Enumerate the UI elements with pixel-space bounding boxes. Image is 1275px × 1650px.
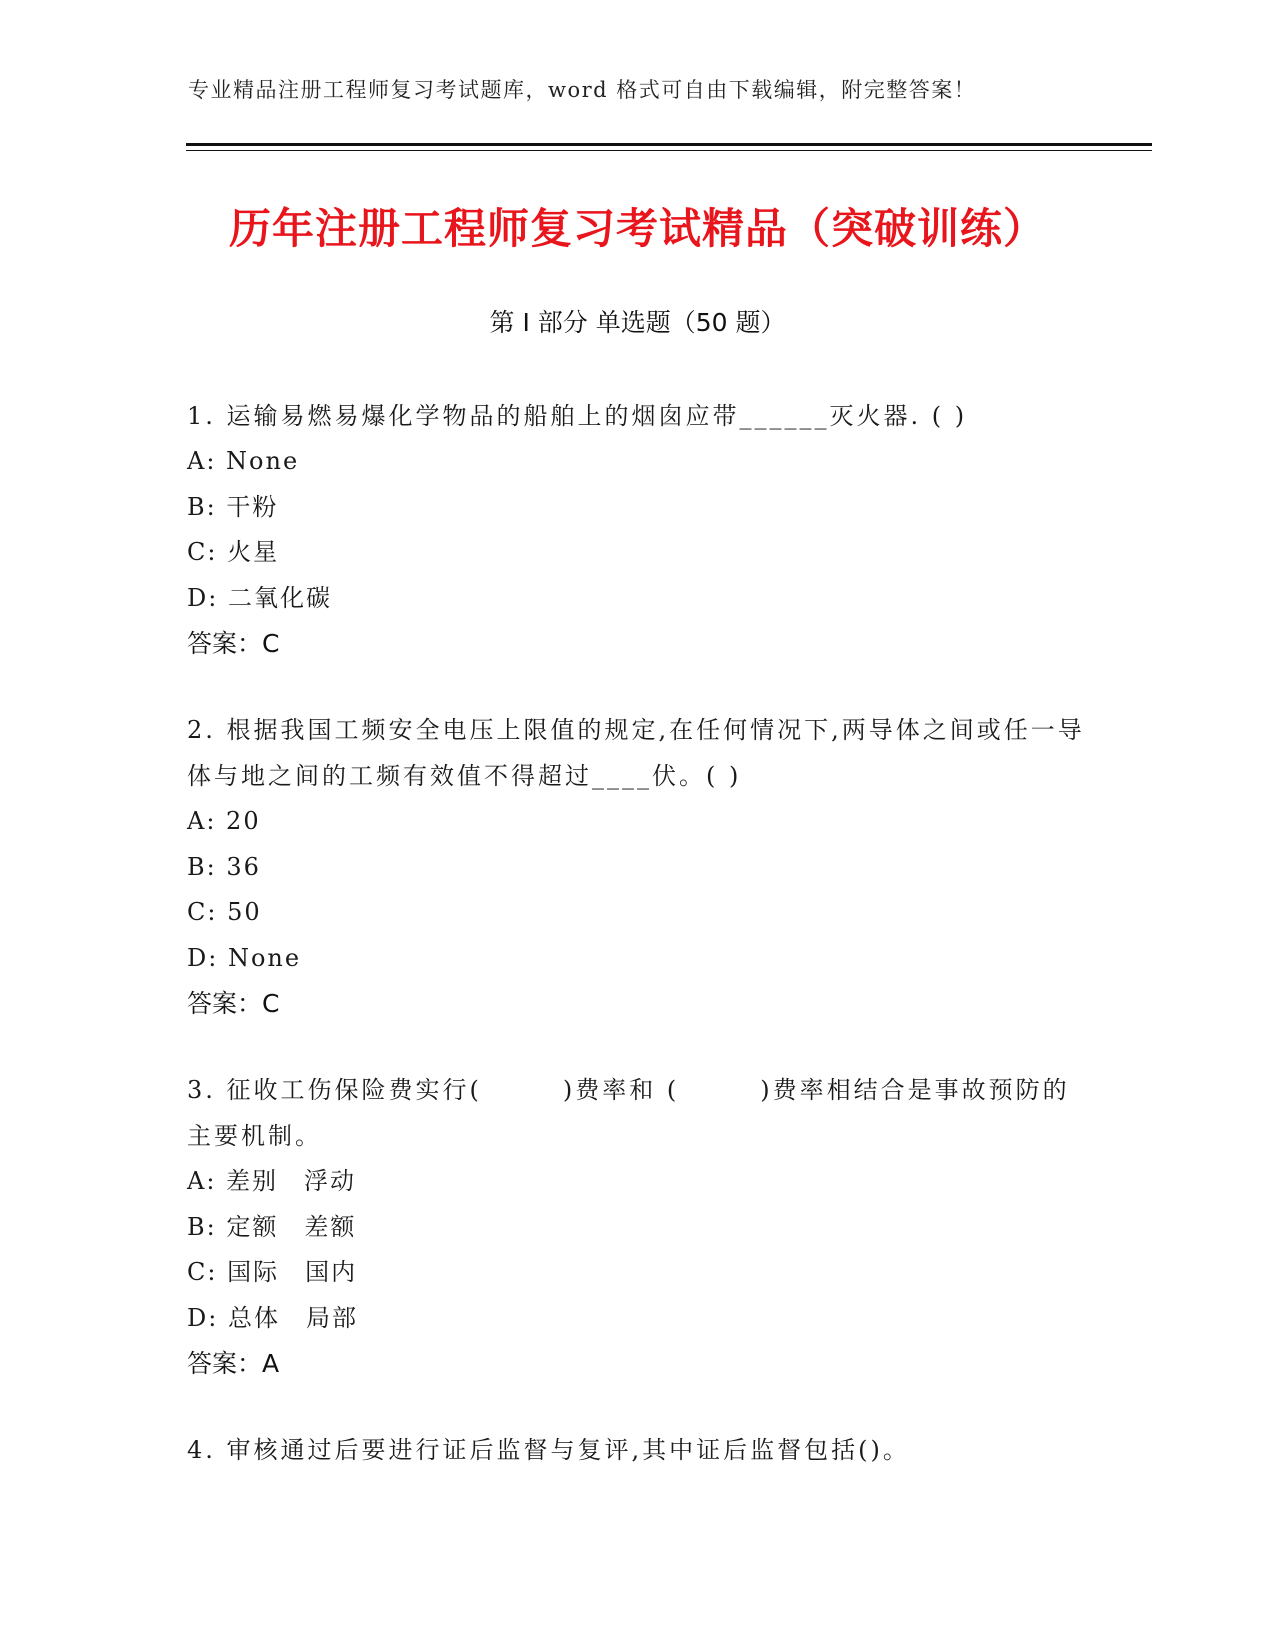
option-a: A: None (187, 447, 300, 475)
question-stem: 2. 根据我国工频安全电压上限值的规定,在任何情况下,两导体之间或任一导体与地之间的工频有效值不得超过____伏。( ) (187, 716, 1085, 790)
option-b: B: 定额 差额 (187, 1212, 357, 1241)
question-stem: 4. 审核通过后要进行证后监督与复评,其中证后监督包括()。 (187, 1436, 910, 1464)
option-c: C: 国际 国内 (187, 1258, 358, 1286)
option-b: B: 干粉 (187, 492, 279, 521)
header-note: 专业精品注册工程师复习考试题库，word 格式可自由下载编辑，附完整答案！ (188, 78, 977, 102)
document-title: 历年注册工程师复习考试精品（突破训练） (228, 204, 1046, 253)
section-title: 第 I 部分 单选题（50 题） (489, 308, 786, 337)
answer-line: 答案：C (187, 629, 280, 658)
option-d: D: 二氧化碳 (187, 583, 332, 612)
answer-line: 答案：A (187, 1349, 280, 1378)
question-stem: 1. 运输易燃易爆化学物品的船舶上的烟囱应带______灭火器. ( ) (187, 402, 968, 430)
option-a: A: 20 (187, 807, 261, 835)
option-c: C: 火星 (187, 538, 280, 566)
question-2 (187, 707, 1087, 1027)
question-3 (187, 1067, 1087, 1387)
answer-line: 答案：C (187, 989, 280, 1018)
option-a: A: 差别 浮动 (187, 1167, 357, 1195)
question-stem: 3. 征收工伤保险费实行( )费率和 ( )费率相结合是事故预防的主要机制。 (187, 1076, 1070, 1150)
option-c: C: 50 (187, 898, 262, 926)
option-b: B: 36 (187, 852, 261, 881)
question-list (187, 393, 1087, 1513)
option-d: D: None (187, 943, 302, 972)
header-divider-thin (186, 150, 1152, 151)
header-divider-thick (186, 143, 1152, 146)
question-4 (187, 1427, 1087, 1473)
question-1 (187, 393, 1087, 667)
option-d: D: 总体 局部 (187, 1303, 358, 1332)
